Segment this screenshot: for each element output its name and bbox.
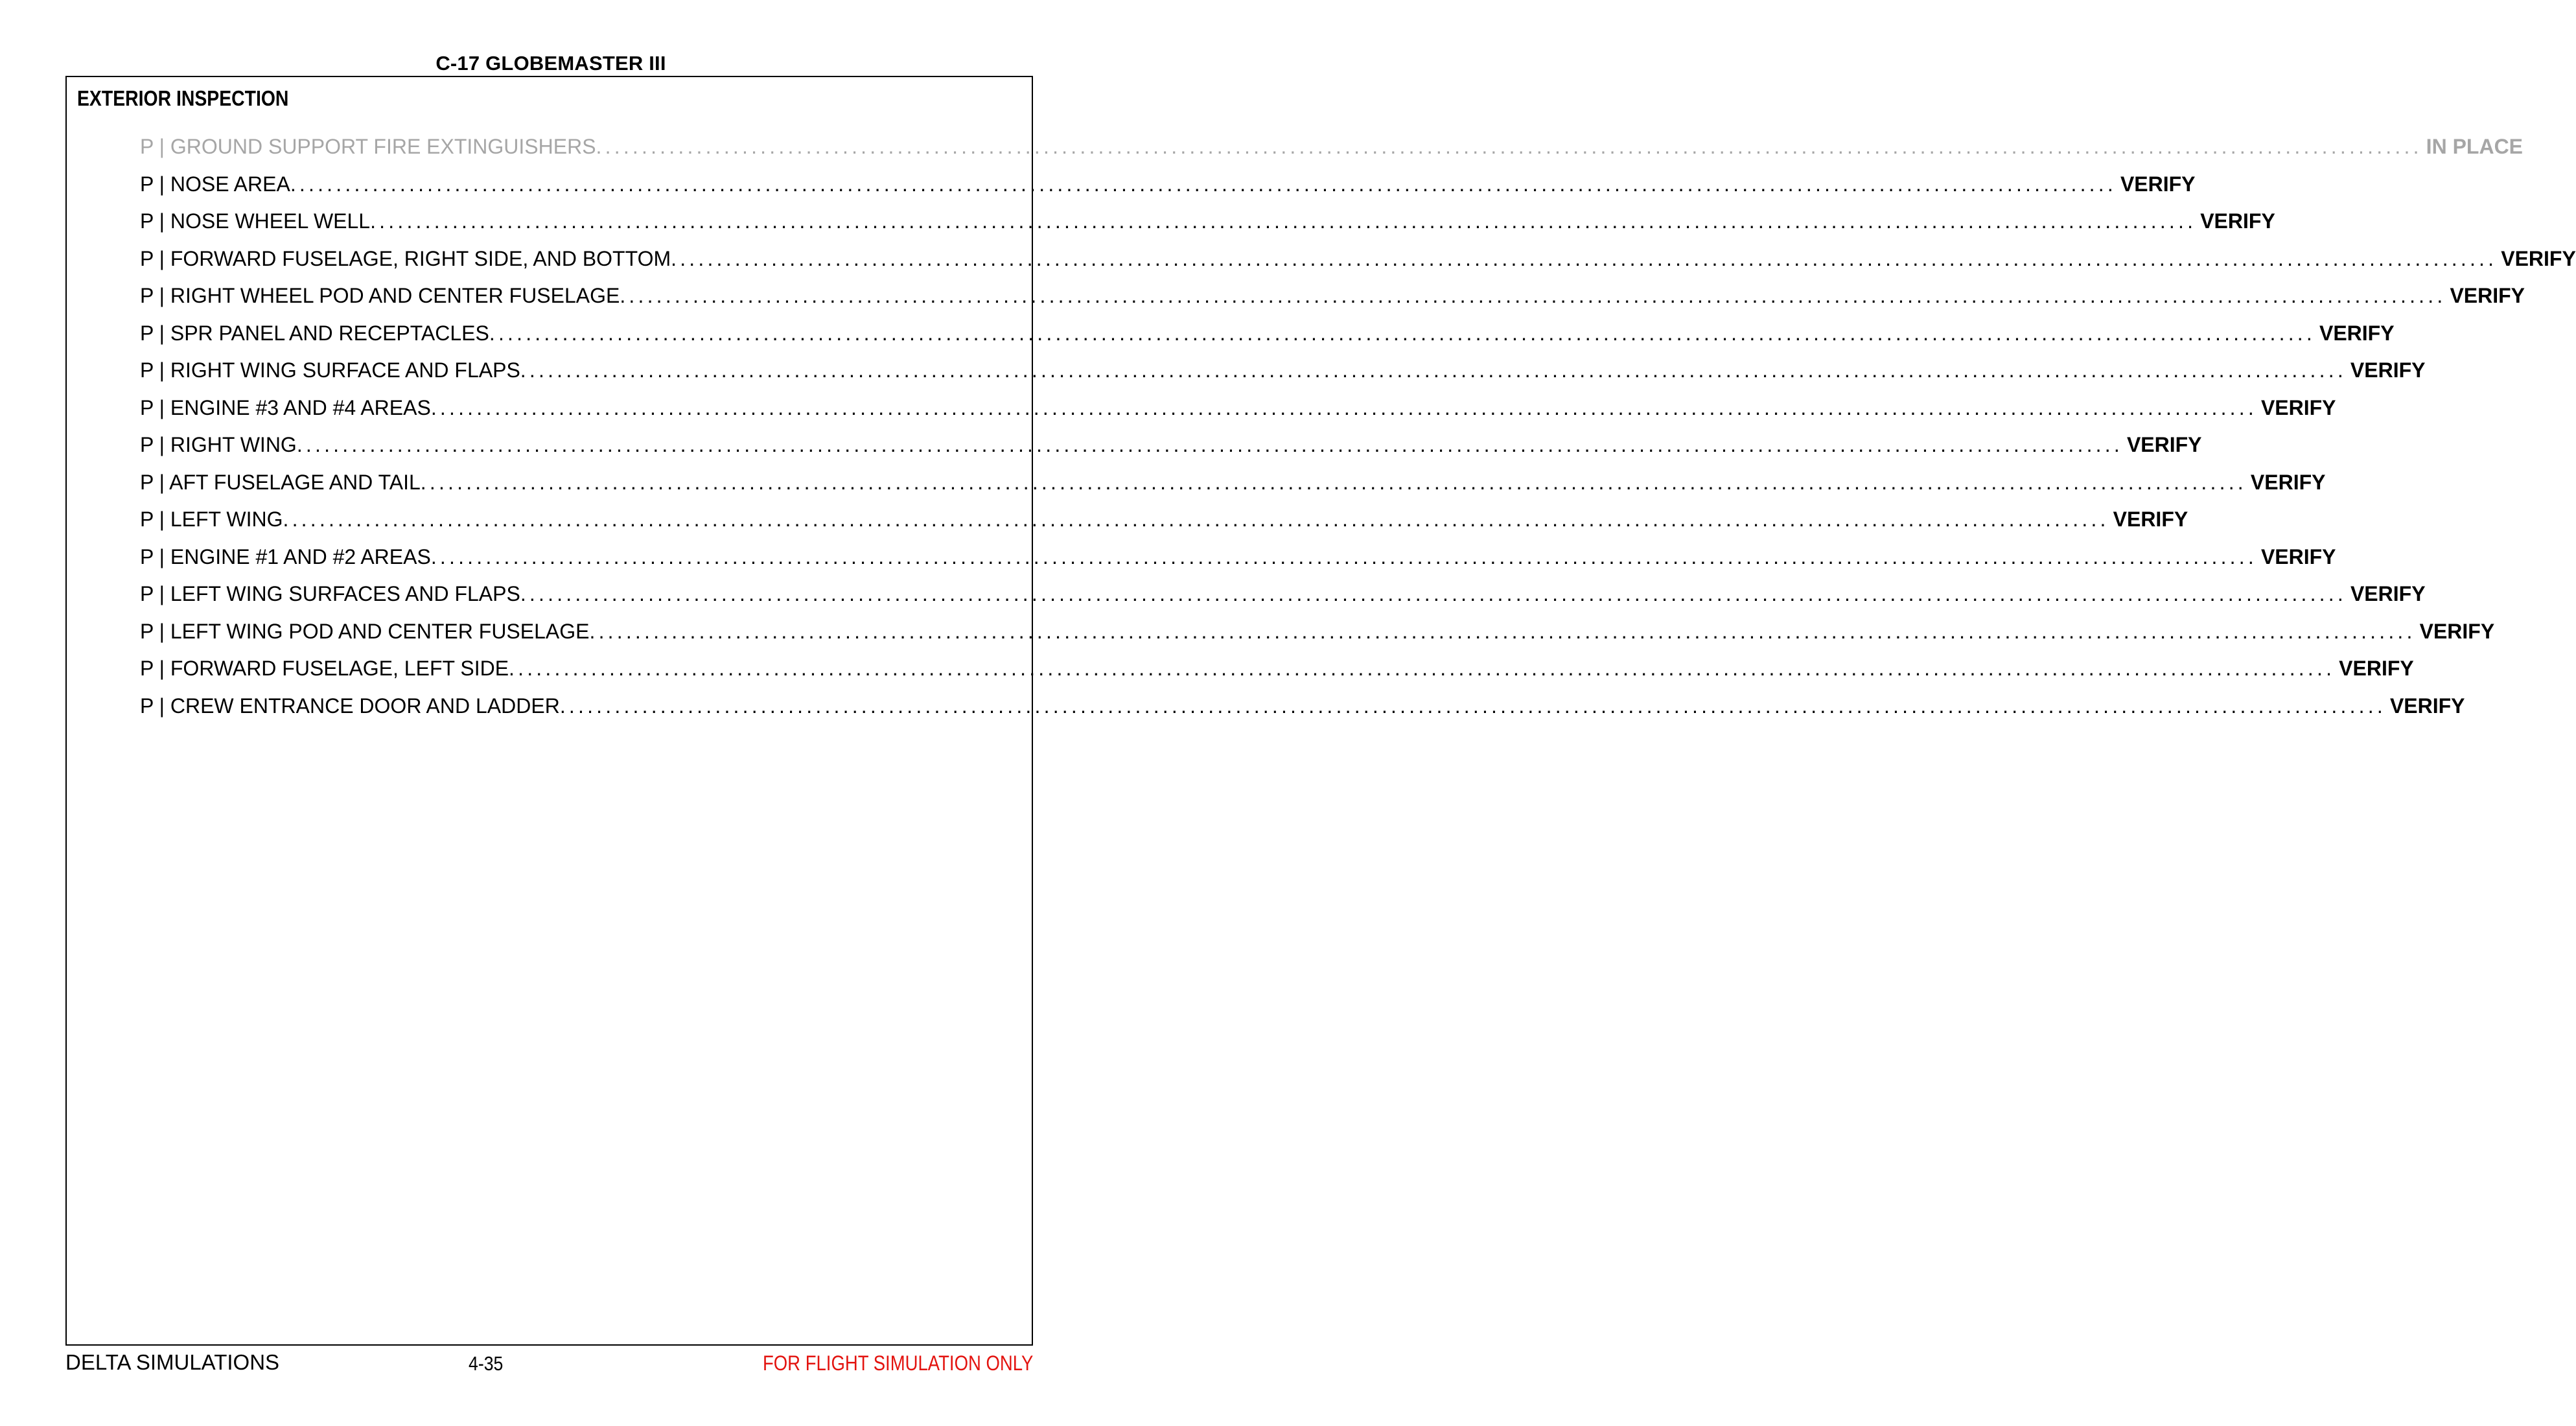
checklist-item (140, 616, 2495, 654)
checklist-item-action: VERIFY (2350, 358, 2426, 382)
dot-leader: ........................................................................................................................................................................................................ (620, 284, 2446, 307)
dot-leader: ........................................................................................................................................................................................................ (430, 395, 2257, 419)
checklist-item-label: P | LEFT WING (140, 508, 283, 531)
dot-leader: ........................................................................................................................................................................................................ (520, 582, 2347, 605)
dot-leader: ........................................................................................................................................................................................................ (671, 246, 2498, 270)
footer-publisher: DELTA SIMULATIONS (65, 1350, 280, 1374)
checklist-item-action: VERIFY (2126, 433, 2202, 456)
dot-leader: ........................................................................................................................................................................................................ (290, 172, 2117, 196)
checklist-item-action: VERIFY (2389, 694, 2465, 718)
checklist-item (140, 504, 2188, 542)
checklist-item-action: VERIFY (2419, 619, 2495, 643)
footer-page-number: 4-35 (469, 1352, 504, 1375)
dot-leader: ........................................................................................................................................................................................................ (489, 321, 2315, 345)
checklist-item (140, 393, 2336, 430)
checklist-item-action: VERIFY (2350, 582, 2426, 605)
checklist-item-action: VERIFY (2339, 657, 2414, 680)
checklist-item-label: P | FORWARD FUSELAGE, LEFT SIDE (140, 657, 509, 680)
checklist-item (140, 430, 2202, 467)
checklist-item-action: VERIFY (2200, 209, 2275, 233)
dot-leader: ........................................................................................................................................................................................................ (420, 470, 2247, 494)
checklist-item-label: P | AFT FUSELAGE AND TAIL (140, 470, 421, 494)
checklist-item-label: P | NOSE AREA (140, 172, 290, 196)
footer-disclaimer: FOR FLIGHT SIMULATION ONLY (762, 1351, 1033, 1375)
checklist-item (140, 244, 2576, 281)
checklist-item (140, 579, 2426, 616)
checklist-item-label: P | FORWARD FUSELAGE, RIGHT SIDE, AND BOTTOM (140, 246, 671, 270)
checklist-items (140, 132, 2576, 728)
checklist-item (140, 318, 2395, 356)
checklist-item-action: VERIFY (2450, 284, 2525, 307)
dot-leader: ........................................................................................................................................................................................................ (509, 657, 2336, 680)
checklist-item-label: P | RIGHT WING (140, 433, 297, 456)
checklist-item-action: VERIFY (2260, 395, 2336, 419)
dot-leader: ........................................................................................................................................................................................................ (589, 619, 2416, 643)
checklist-item-label: P | GROUND SUPPORT FIRE EXTINGUISHERS (140, 135, 596, 158)
checklist-item-action: VERIFY (2501, 246, 2576, 270)
checklist-item (140, 206, 2275, 244)
checklist-item-label: P | RIGHT WHEEL POD AND CENTER FUSELAGE (140, 284, 620, 307)
dot-leader: ........................................................................................................................................................................................................ (283, 508, 2109, 531)
checklist-item-label: P | SPR PANEL AND RECEPTACLES (140, 321, 489, 345)
section-title: EXTERIOR INSPECTION (77, 86, 289, 110)
checklist-item-label: P | ENGINE #3 AND #4 AREAS (140, 395, 431, 419)
checklist-item (140, 281, 2525, 318)
checklist-frame (65, 76, 2576, 1346)
checklist-item-action: VERIFY (2250, 470, 2326, 494)
dot-leader: ........................................................................................................................................................................................................ (296, 433, 2123, 456)
checklist-item-action: VERIFY (2319, 321, 2395, 345)
checklist-item (140, 169, 2196, 207)
dot-leader: ........................................................................................................................................................................................................ (559, 694, 2386, 718)
checklist-item-label: P | LEFT WING SURFACES AND FLAPS (140, 582, 520, 605)
dot-leader: ........................................................................................................................................................................................................ (520, 358, 2347, 382)
checklist-item (140, 132, 2524, 169)
checklist-item-label: P | RIGHT WING SURFACE AND FLAPS (140, 358, 520, 382)
checklist-item (140, 542, 2336, 579)
dot-leader: ........................................................................................................................................................................................................ (430, 544, 2257, 568)
checklist-item-label: P | LEFT WING POD AND CENTER FUSELAGE (140, 619, 590, 643)
dot-leader: ........................................................................................................................................................................................................ (596, 135, 2422, 158)
page-title: C-17 GLOBEMASTER III (435, 52, 666, 75)
checklist-item (140, 691, 2465, 729)
checklist-item-label: P | ENGINE #1 AND #2 AREAS (140, 544, 431, 568)
checklist-item (140, 467, 2326, 505)
checklist-item-action: VERIFY (2120, 172, 2196, 196)
checklist-item-action: VERIFY (2113, 508, 2188, 531)
checklist-item-action: IN PLACE (2426, 135, 2524, 158)
checklist-item-action: VERIFY (2260, 544, 2336, 568)
dot-leader: ........................................................................................................................................................................................................ (370, 209, 2197, 233)
checklist-item (140, 653, 2414, 691)
checklist-item-label: P | CREW ENTRANCE DOOR AND LADDER (140, 694, 560, 718)
checklist-item-label: P | NOSE WHEEL WELL (140, 209, 371, 233)
checklist-item (140, 355, 2426, 393)
